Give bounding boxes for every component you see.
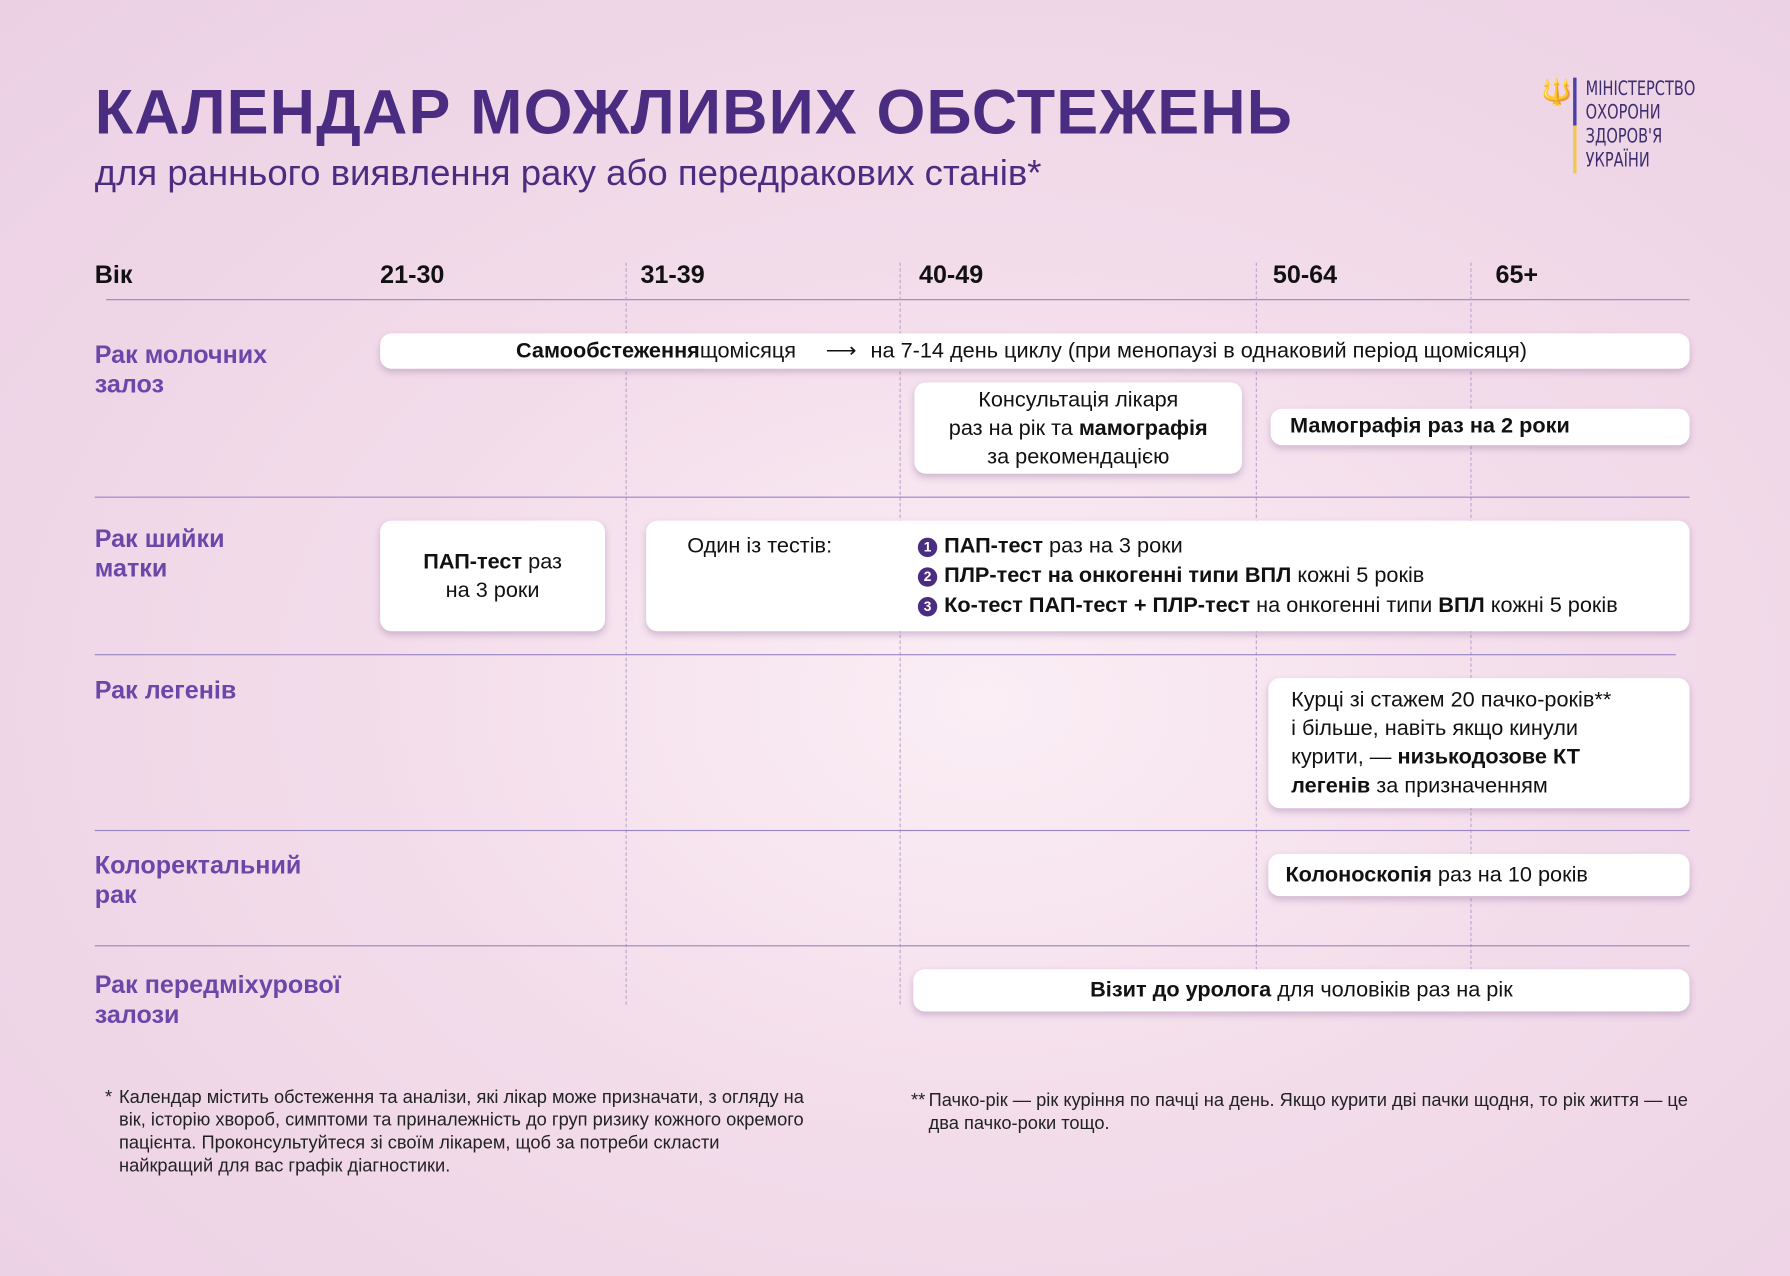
pap-label: ПАП-тест xyxy=(423,549,523,574)
age-divider xyxy=(626,263,627,1005)
age-group: 50-64 xyxy=(1272,260,1338,289)
footnote-text: Пачко-рік — рік куріння по пачці на день. Якщо курити дві пачки щодня, то рік життя — це два пачко-роки тощо. xyxy=(928,1091,1688,1134)
page-title: КАЛЕНДАР МОЖЛИВИХ ОБСТЕЖЕНЬ xyxy=(94,76,1293,148)
lung-line: курити, — xyxy=(1291,745,1398,770)
ministry-logo xyxy=(1541,78,1732,174)
test-name: ПАП-тест xyxy=(944,534,1043,559)
number-3-icon: 3 xyxy=(918,597,937,616)
row-divider xyxy=(95,830,1690,831)
test-detail-bold: ВПЛ xyxy=(1438,593,1485,618)
row-label-cervix: Рак шийки матки xyxy=(94,523,225,583)
logo-line: ЗДОРОВ'Я xyxy=(1585,125,1663,149)
urologist-box xyxy=(913,969,1689,1011)
trident-icon: 🔱 xyxy=(1541,77,1573,107)
age-group: 40-49 xyxy=(918,260,984,289)
consult-mammo: мамографія xyxy=(1078,416,1208,441)
logo-line: УКРАЇНИ xyxy=(1585,149,1650,173)
logo-line: ОХОРОНИ xyxy=(1585,101,1661,125)
self-exam-frequency: щомісяця xyxy=(699,338,797,363)
colonoscopy-label: Колоноскопія xyxy=(1285,862,1432,887)
row-label-colorectal: Колоректальний рак xyxy=(94,850,302,909)
test-freq: раз на 3 роки xyxy=(1042,534,1183,559)
row-divider xyxy=(95,497,1690,498)
footnote-1 xyxy=(105,1087,807,1178)
page-subtitle: для раннього виявлення раку або передракових станів* xyxy=(94,151,1042,193)
logo-text xyxy=(1586,78,1696,174)
age-group: 21-30 xyxy=(380,260,445,289)
colonoscopy-freq: раз на 10 років xyxy=(1431,862,1588,887)
test-item xyxy=(918,591,1618,621)
self-exam-detail: на 7-14 день циклу (при менопаузі в однаковий період щомісяця) xyxy=(870,338,1527,363)
test-detail: на онкогенні типи xyxy=(1250,593,1439,618)
lung-line: і більше, навіть якщо кинули xyxy=(1291,716,1579,741)
test-name: Ко-тест ПАП-тест + ПЛР-тест xyxy=(944,593,1251,618)
tests-box xyxy=(646,521,1689,632)
pap-freq: раз xyxy=(522,549,562,574)
age-group: 65+ xyxy=(1495,260,1539,289)
number-2-icon: 2 xyxy=(918,567,937,586)
consult-box xyxy=(914,382,1242,473)
footnote-mark: * xyxy=(105,1087,113,1108)
row-divider xyxy=(95,945,1690,946)
self-exam-box xyxy=(380,333,1689,368)
age-divider xyxy=(900,263,901,1005)
test-item xyxy=(918,562,1618,592)
age-header: Вік xyxy=(94,260,133,289)
footnote-mark: ** xyxy=(910,1091,926,1111)
self-exam-label: Самообстеження xyxy=(516,338,700,363)
footnote-2 xyxy=(911,1090,1699,1136)
row-divider xyxy=(95,654,1676,655)
mammography-box: Мамографія раз на 2 роки xyxy=(1271,409,1690,446)
header-divider xyxy=(106,299,1689,300)
test-freq: кожні 5 років xyxy=(1291,563,1425,588)
test-item xyxy=(918,532,1618,562)
footnote-text: Календар містить обстеження та аналізи, які лікар може призначати, з огляду на вік, історію хвороб, симптоми та приналежність до груп ризику кожного окремого пацієнта. Проконсультуйтеся зі своїм лікарем, щоб за потреби скласти найкращий для вас графік діагностики. xyxy=(118,1087,804,1176)
age-divider xyxy=(1256,263,1257,1005)
urologist-freq: для чоловіків раз на рік xyxy=(1271,977,1513,1002)
lung-ct-bold: низькодозове КТ xyxy=(1397,745,1580,770)
row-label-prostate: Рак передміхурової залози xyxy=(94,970,341,1029)
row-label-breast: Рак молочних залоз xyxy=(94,340,268,399)
lung-ct-bold: легенів xyxy=(1291,774,1371,798)
colonoscopy-box xyxy=(1268,854,1689,896)
consult-line: за рекомендацією xyxy=(987,444,1170,469)
consult-line: Консультація лікаря xyxy=(978,387,1179,412)
pap-freq-2: на 3 роки xyxy=(445,578,540,603)
pap-test-box xyxy=(380,521,605,632)
test-name: ПЛР-тест на онкогенні типи ВПЛ xyxy=(944,563,1292,588)
age-group: 31-39 xyxy=(640,260,705,289)
lung-line: Курці зі стажем 20 пачко-років** xyxy=(1291,688,1612,713)
logo-divider xyxy=(1573,78,1576,174)
test-freq: кожні 5 років xyxy=(1484,593,1618,618)
arrow-icon: ⟶ xyxy=(825,339,857,364)
urologist-label: Візит до уролога xyxy=(1090,977,1272,1002)
consult-line: раз на рік та xyxy=(948,416,1079,441)
number-1-icon: 1 xyxy=(918,538,937,557)
tests-list xyxy=(918,532,1618,621)
lung-line: за призначенням xyxy=(1370,774,1548,798)
lung-ct-box xyxy=(1268,678,1689,808)
logo-line: МІНІСТЕРСТВО xyxy=(1585,77,1696,101)
one-of-tests-label: Один із тестів: xyxy=(687,534,833,559)
row-label-lung: Рак легенів xyxy=(94,675,237,705)
